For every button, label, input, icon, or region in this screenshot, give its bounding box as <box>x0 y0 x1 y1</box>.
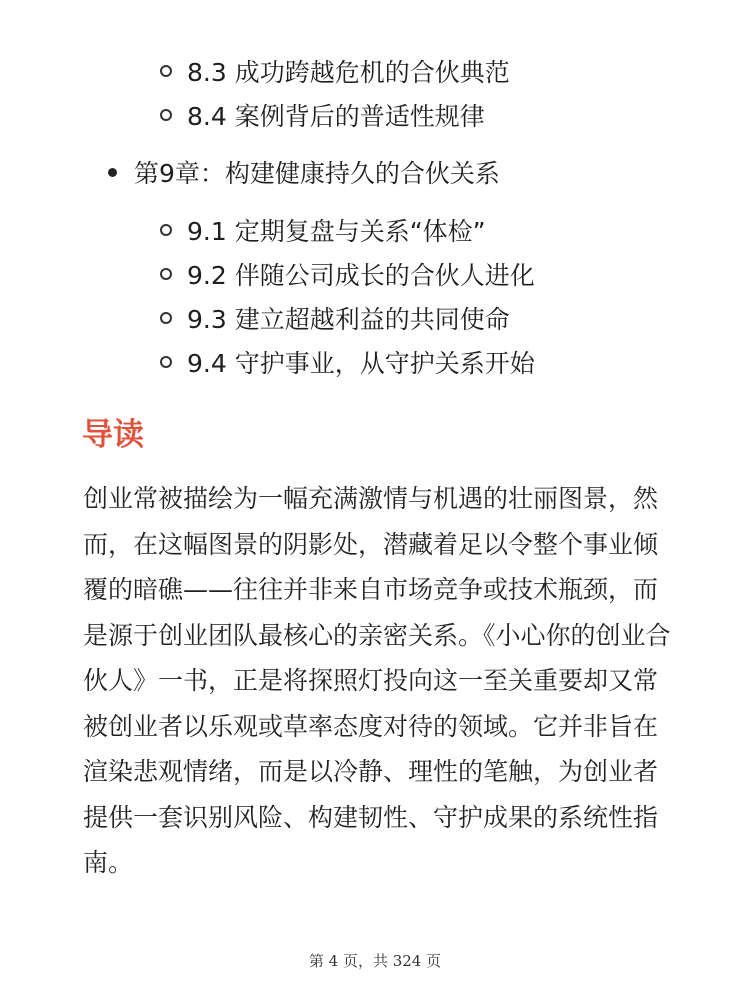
toc-item-label: 9.1 定期复盘与关系“体检” <box>187 217 486 246</box>
hollow-bullet-icon <box>160 356 172 368</box>
toc-item-9-1 <box>160 210 486 250</box>
toc-item-label: 8.3 成功跨越危机的合伙典范 <box>187 58 510 87</box>
toc-item-label: 8.4 案例背后的普适性规律 <box>187 102 485 131</box>
toc-item-9-2 <box>160 254 535 294</box>
toc-item-8-3 <box>160 51 510 91</box>
toc-item-label: 9.3 建立超越利益的共同使命 <box>187 305 510 334</box>
hollow-bullet-icon <box>160 268 172 280</box>
intro-heading: 导读 <box>82 417 144 453</box>
hollow-bullet-icon <box>160 312 172 324</box>
toc-chapter-9 <box>108 152 500 192</box>
toc-item-label: 9.2 伴随公司成长的合伙人进化 <box>187 261 535 290</box>
toc-item-8-4 <box>160 95 485 135</box>
toc-item-label: 9.4 守护事业，从守护关系开始 <box>187 349 535 378</box>
toc-item-9-4 <box>160 342 535 382</box>
toc-item-9-3 <box>160 298 510 338</box>
toc-chapter-label: 第9章：构建健康持久的合伙关系 <box>134 159 500 188</box>
hollow-bullet-icon <box>160 224 172 236</box>
hollow-bullet-icon <box>160 109 172 121</box>
solid-bullet-icon <box>108 168 117 177</box>
hollow-bullet-icon <box>160 65 172 77</box>
intro-paragraph: 创业常被描绘为一幅充满激情与机遇的壮丽图景，然而，在这幅图景的阴影处，潜藏着足以令整个事业倾覆的暗礁——往往并非来自市场竞争或技术瓶颈，而是源于创业团队最核心的亲密关系。《小心你的创业合伙人》一书，正是将探照灯投向这一至关重要却又常被创业者以乐观或草率态度对待的领域。它并非旨在渲染悲观情绪，而是以冷静、理性的笔触，为创业者提供一套识别风险、构建韧性、守护成果的系统性指南。 <box>83 484 671 877</box>
page-number: 第 4 页，共 324 页 <box>308 952 442 970</box>
